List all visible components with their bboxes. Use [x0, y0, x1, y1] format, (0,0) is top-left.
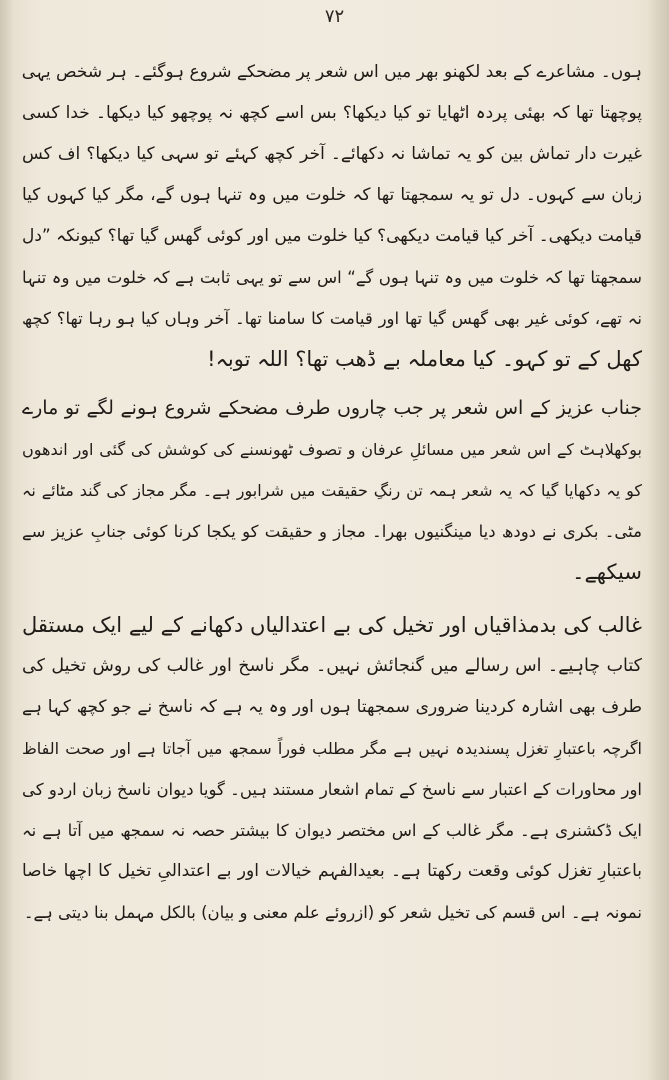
- text-line: طرف بھی اشارہ کردینا ضروری سمجھتا ہوں اور وہ یہ ہے کہ ناسخ نے جو کچھ کہا ہے: [22, 697, 642, 717]
- text-line: مٹی۔ بکری نے دودھ دیا مینگنیوں بھرا۔ مجاز و حقیقت کو یکجا کرنا کوئی جنابِ عزیز سے: [22, 522, 642, 541]
- text-line: بوکھلاہٹ کے اس شعر میں مسائلِ عرفان و تصوف ٹھونسنے کی کوشش کی گئی اور اندھوں: [22, 440, 642, 459]
- text-line: غیرت دار تماش بین کو یہ تماشا نہ دکھائے۔ آخر کچھ کہئے تو سہی کیا دیکھا؟ اف کس: [22, 144, 642, 164]
- text-line: جناب عزیز کے اس شعر پر جب چاروں طرف مضحکے شروع ہونے لگے تو مارے: [22, 397, 642, 419]
- text-line: قیامت دیکھی۔ آخر کیا قیامت دیکھی؟ کیا خلوت میں اور کوئی گھس گیا تھا؟ کیونکہ ”دل: [22, 226, 642, 246]
- text-line: سمجھتا تھا کہ خلوت میں وہ تنہا ہوں گے“ اس سے تو یہی ثابت ہے کہ خلوت میں وہ تنہا: [22, 268, 642, 287]
- text-line: ایک ڈکشنری ہے۔ مگر غالب کے اس مختصر دیوان کا بیشتر حصہ نہ سمجھ میں آتا ہے نہ: [22, 821, 642, 840]
- page-left-shadow: [0, 0, 14, 1080]
- page-right-shadow: [647, 0, 669, 1080]
- text-line: کو یہ دکھایا گیا کہ یہ شعر ہمہ تن رنگِ حقیقت میں شرابور ہے۔ مگر مجاز کی گند مٹائے نہ: [22, 481, 642, 500]
- paragraph-3: [22, 605, 642, 933]
- paragraph-2: [22, 388, 642, 593]
- text-line: اور محاورات کے اعتبار سے ناسخ کے تمام اشعار مستند ہیں۔ گویا دیوان ناسخ زبان اردو کی: [22, 780, 642, 799]
- text-line: زبان سے کہوں۔ دل تو یہ سمجھتا تھا کہ خلوت میں وہ تنہا ہوں گے، مگر کیا کہوں کیا: [22, 185, 642, 205]
- text-line: اگرچہ باعتبارِ تغزل پسندیدہ نہیں ہے مگر مطلب فوراً سمجھ میں آجاتا ہے اور صحت الفاظ: [22, 739, 642, 758]
- text-line: نمونہ ہے۔ اس قسم کی تخیل شعر کو (ازروئے علم معنی و بیان) بالکل مہمل بنا دیتی ہے۔: [23, 903, 642, 922]
- text-line: کتاب چاہیے۔ اس رسالے میں گنجائش نہیں۔ مگر ناسخ اور غالب کی روش تخیل کی: [22, 656, 642, 676]
- body-text: [22, 52, 642, 933]
- text-line: نہ تھے، کوئی غیر بھی گھس گیا تھا اور قیامت کا سامنا تھا۔ آخر وہاں کیا ہو رہا تھا؟ کچھ: [22, 309, 642, 328]
- page-number: ۷۲: [324, 6, 345, 27]
- text-line: ہوں۔ مشاعرے کے بعد لکھنو بھر میں اس شعر پر مضحکے شروع ہوگئے۔ ہر شخص یہی: [22, 62, 642, 82]
- text-line: کھل کے تو کہو۔ کیا معاملہ بے ڈھب تھا؟ اللہ توبہ!: [207, 347, 642, 371]
- paragraph-1: [22, 52, 642, 380]
- text-line: غالب کی بدمذاقیاں اور تخیل کی بے اعتدالیاں دکھانے کے لیے ایک مستقل: [22, 613, 642, 637]
- text-line: سیکھے۔: [572, 560, 642, 584]
- text-line: پوچھتا تھا کہ بھئی پردہ اٹھایا تو کیا دیکھا؟ بس اسے کچھ نہ پوچھو کیا دیکھا۔ خدا کسی: [22, 103, 642, 123]
- text-line: باعتبارِ تغزل کوئی وقعت رکھتا ہے۔ بعیدالفہم خیالات اور بے اعتدالیِ تخیل کا اچھا خاصا: [22, 861, 642, 881]
